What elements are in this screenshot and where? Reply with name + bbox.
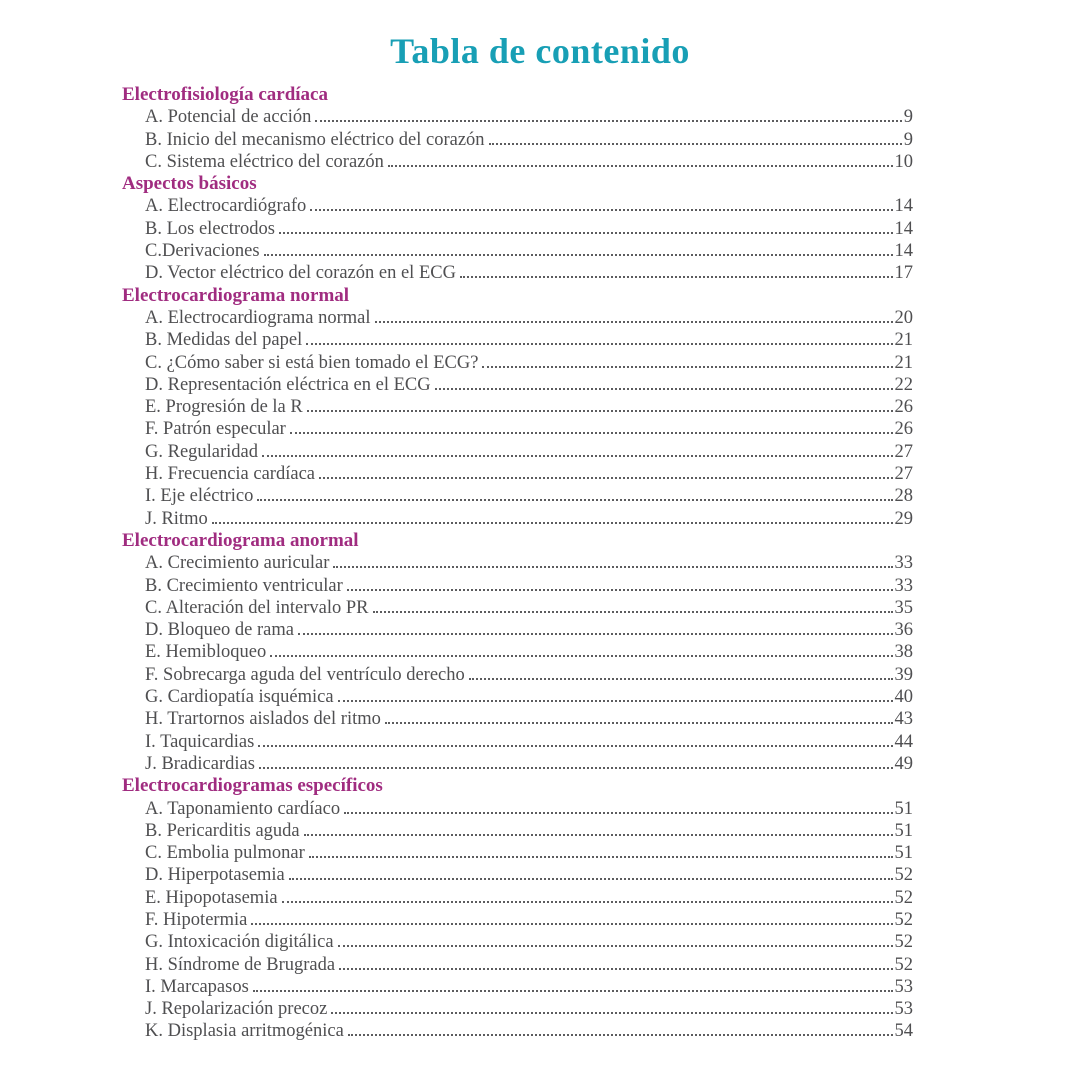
dot-leader <box>344 811 892 814</box>
toc-item[interactable] <box>122 820 913 842</box>
toc-item-label: J. Repolarización precoz <box>145 999 328 1020</box>
toc-page-number: 14 <box>894 241 913 262</box>
toc-item[interactable] <box>122 619 913 641</box>
toc-item-label: J. Ritmo <box>145 508 208 529</box>
table-of-contents <box>122 84 913 1043</box>
toc-item[interactable] <box>122 842 913 864</box>
toc-item-label: K. Displasia arritmogénica <box>145 1021 344 1042</box>
dot-leader <box>270 654 892 657</box>
dot-leader <box>333 565 892 568</box>
toc-page-number: 52 <box>894 954 913 975</box>
toc-page-number: 21 <box>894 352 913 373</box>
toc-item[interactable] <box>122 129 913 151</box>
toc-page-number: 51 <box>894 843 913 864</box>
toc-page-number: 52 <box>894 865 913 886</box>
toc-item[interactable] <box>122 686 913 708</box>
toc-item[interactable] <box>122 954 913 976</box>
toc-item-label: C. Embolia pulmonar <box>145 843 305 864</box>
dot-leader <box>373 610 893 613</box>
page-title: Tabla de contenido <box>390 31 690 72</box>
dot-leader <box>315 119 901 122</box>
toc-item[interactable] <box>122 641 913 663</box>
dot-leader <box>264 253 893 256</box>
dot-leader <box>289 877 893 880</box>
toc-page-number: 38 <box>894 642 913 663</box>
toc-page-number: 39 <box>894 664 913 685</box>
toc-item-label: C. Alteración del intervalo PR <box>145 597 369 618</box>
dot-leader <box>338 699 893 702</box>
dot-leader <box>253 989 893 992</box>
toc-item-label: A. Electrocardiógrafo <box>145 196 307 217</box>
toc-item[interactable] <box>122 976 913 998</box>
toc-page-number: 29 <box>894 508 913 529</box>
dot-leader <box>258 744 892 747</box>
toc-item-label: A. Crecimiento auricular <box>145 553 330 574</box>
toc-item-label: B. Inicio del mecanismo eléctrico del corazón <box>145 129 485 150</box>
toc-item-label: B. Pericarditis aguda <box>145 820 300 841</box>
toc-item-label: D. Vector eléctrico del corazón en el ECG <box>145 263 456 284</box>
toc-item[interactable] <box>122 664 913 686</box>
dot-leader <box>339 967 892 970</box>
toc-item-label: H. Trartornos aislados del ritmo <box>145 709 381 730</box>
toc-item[interactable] <box>122 575 913 597</box>
toc-page-number: 9 <box>903 129 913 150</box>
dot-leader <box>338 944 893 947</box>
dot-leader <box>306 342 892 345</box>
dot-leader <box>482 365 892 368</box>
toc-item-label: A. Potencial de acción <box>145 107 312 128</box>
dot-leader <box>331 1011 892 1014</box>
toc-page-number: 44 <box>894 731 913 752</box>
toc-item-label: A. Taponamiento cardíaco <box>145 798 341 819</box>
toc-item-label: C. Sistema eléctrico del corazón <box>145 151 384 172</box>
dot-leader <box>259 766 893 769</box>
dot-leader <box>257 498 892 501</box>
toc-item[interactable] <box>122 262 913 284</box>
toc-page-number: 26 <box>894 419 913 440</box>
toc-item-label: H. Frecuencia cardíaca <box>145 464 315 485</box>
dot-leader <box>375 320 893 323</box>
toc-item[interactable] <box>122 708 913 730</box>
dot-leader <box>319 476 893 479</box>
toc-item[interactable] <box>122 151 913 173</box>
dot-leader <box>460 275 893 278</box>
toc-section-title: Electrofisiología cardíaca <box>122 84 328 105</box>
toc-page-number: 53 <box>894 999 913 1020</box>
dot-leader <box>290 431 893 434</box>
toc-item-label: I. Eje eléctrico <box>145 486 254 507</box>
toc-item[interactable] <box>122 753 913 775</box>
toc-item-label: F. Sobrecarga aguda del ventrículo derecho <box>145 664 465 685</box>
toc-item-label: A. Electrocardiograma normal <box>145 307 371 328</box>
toc-item[interactable] <box>122 218 913 240</box>
toc-item[interactable] <box>122 106 913 128</box>
toc-page-number: 10 <box>894 151 913 172</box>
toc-item[interactable] <box>122 931 913 953</box>
dot-leader <box>435 387 893 390</box>
toc-item[interactable] <box>122 485 913 507</box>
toc-item-label: G. Intoxicación digitálica <box>145 932 334 953</box>
toc-page-number: 33 <box>894 575 913 596</box>
toc-page-number: 51 <box>894 820 913 841</box>
toc-item-label: C. ¿Cómo saber si está bien tomado el ECG? <box>145 352 479 373</box>
toc-item-label: G. Cardiopatía isquémica <box>145 687 334 708</box>
toc-item-label: B. Crecimiento ventricular <box>145 575 343 596</box>
toc-item-label: D. Hiperpotasemia <box>145 865 285 886</box>
toc-page-number: 26 <box>894 397 913 418</box>
toc-item[interactable] <box>122 909 913 931</box>
dot-leader <box>279 231 893 234</box>
toc-page-number: 49 <box>894 753 913 774</box>
toc-item-label: D. Representación eléctrica en el ECG <box>145 374 431 395</box>
toc-page-number: 9 <box>903 107 913 128</box>
toc-section-title: Electrocardiogramas específicos <box>122 775 383 797</box>
toc-page-number: 35 <box>894 597 913 618</box>
dot-leader <box>348 1033 893 1036</box>
toc-page-number: 22 <box>894 374 913 395</box>
toc-section-title: Electrocardiograma normal <box>122 284 350 306</box>
toc-page-number: 33 <box>894 553 913 574</box>
dot-leader <box>388 164 893 167</box>
toc-item[interactable] <box>122 998 913 1020</box>
toc-page-number: 21 <box>894 330 913 351</box>
toc-item[interactable] <box>122 731 913 753</box>
toc-item[interactable] <box>122 552 913 574</box>
toc-page-number: 27 <box>894 464 913 485</box>
toc-item-label: E. Hipopotasemia <box>145 887 278 908</box>
dot-leader <box>304 833 893 836</box>
toc-item[interactable] <box>122 463 913 485</box>
toc-item[interactable] <box>122 597 913 619</box>
toc-item-label: B. Medidas del papel <box>145 330 303 351</box>
toc-item[interactable] <box>122 798 913 820</box>
toc-item[interactable] <box>122 418 913 440</box>
dot-leader <box>310 208 892 211</box>
toc-page-number: 14 <box>894 218 913 239</box>
toc-page-number: 17 <box>894 263 913 284</box>
dot-leader <box>489 142 902 145</box>
toc-item[interactable] <box>122 329 913 351</box>
dot-leader <box>262 454 892 457</box>
toc-item-label: G. Regularidad <box>145 441 259 462</box>
toc-page-number: 14 <box>894 196 913 217</box>
toc-item[interactable] <box>122 374 913 396</box>
toc-item-label: F. Hipotermia <box>145 909 248 930</box>
toc-section-title: Electrocardiograma anormal <box>122 529 359 551</box>
toc-page-number: 52 <box>894 909 913 930</box>
toc-item[interactable] <box>122 307 913 329</box>
toc-item[interactable] <box>122 396 913 418</box>
toc-item[interactable] <box>122 887 913 909</box>
toc-item-label: D. Bloqueo de rama <box>145 620 294 641</box>
toc-page-number: 20 <box>894 307 913 328</box>
dot-leader <box>298 632 893 635</box>
toc-page-number: 54 <box>894 1021 913 1042</box>
toc-page-number: 36 <box>894 620 913 641</box>
toc-page-number: 28 <box>894 486 913 507</box>
dot-leader <box>212 521 893 524</box>
dot-leader <box>282 900 893 903</box>
toc-section-title: Aspectos básicos <box>122 173 257 195</box>
toc-item-label: E. Progresión de la R <box>145 397 303 418</box>
toc-page-number: 51 <box>894 798 913 819</box>
toc-item[interactable] <box>122 240 913 262</box>
toc-item-label: I. Taquicardias <box>145 731 255 752</box>
dot-leader <box>251 922 892 925</box>
toc-page-number: 27 <box>894 441 913 462</box>
toc-item-label: E. Hemibloqueo <box>145 642 267 663</box>
toc-item-label: J. Bradicardias <box>145 753 255 774</box>
toc-item[interactable] <box>122 195 913 217</box>
toc-item-label: I. Marcapasos <box>145 976 249 997</box>
dot-leader <box>347 588 893 591</box>
dot-leader <box>309 855 893 858</box>
toc-page-number: 52 <box>894 887 913 908</box>
toc-item[interactable] <box>122 864 913 886</box>
toc-item-label: B. Los electrodos <box>145 218 275 239</box>
dot-leader <box>385 721 893 724</box>
toc-item-label: F. Patrón especular <box>145 419 286 440</box>
toc-item-label: H. Síndrome de Brugrada <box>145 954 336 975</box>
dot-leader <box>307 409 893 412</box>
toc-page-number: 40 <box>894 687 913 708</box>
toc-item[interactable] <box>122 508 913 530</box>
toc-page-number: 52 <box>894 932 913 953</box>
toc-page-number: 53 <box>894 976 913 997</box>
toc-item[interactable] <box>122 1020 913 1042</box>
toc-item[interactable] <box>122 441 913 463</box>
toc-page-number: 43 <box>894 709 913 730</box>
toc-item-label: C.Derivaciones <box>145 241 260 262</box>
toc-item[interactable] <box>122 352 913 374</box>
dot-leader <box>469 677 893 680</box>
